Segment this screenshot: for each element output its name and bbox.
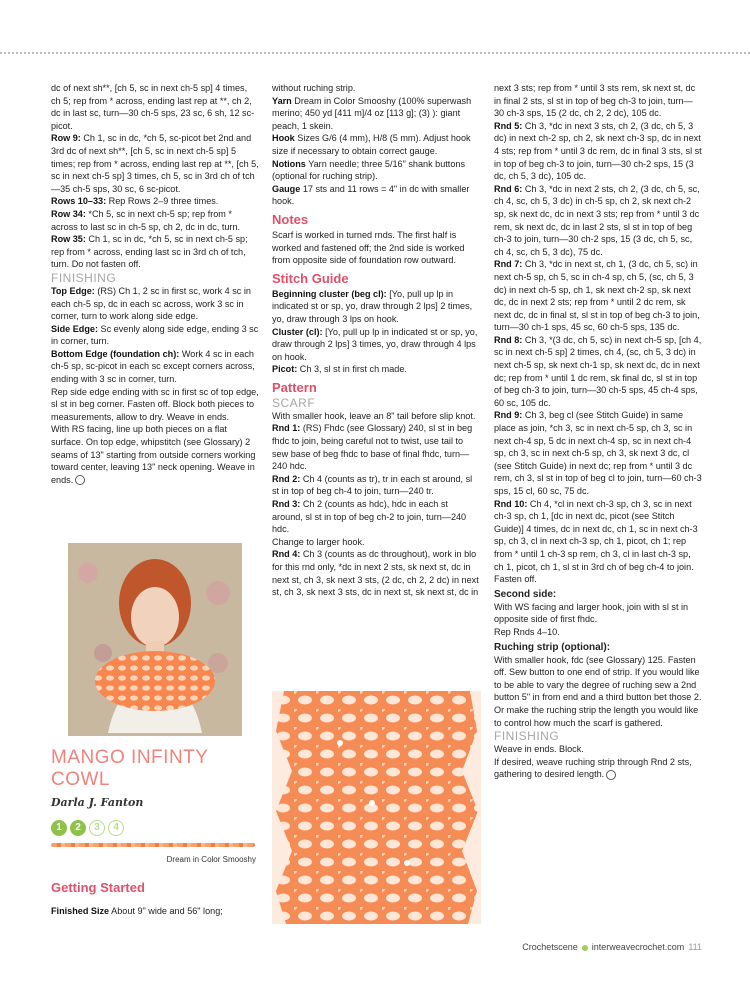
rnd-3: Rnd 3: Ch 2 (counts as hdc), hdc in each st around, sl st in top of beg ch-2 to join, turn—240 hdc. — [272, 499, 467, 535]
notes-text: Scarf is worked in turned rnds. The first half is worked and fastened off; the 2nd side is worked from opposite side of foundation row outward. — [272, 229, 465, 266]
rnd-1: Rnd 1: (RS) Fhdc (see Glossary) 240, sl st in beg fhdc to join, being careful not to twist, use tail to sew base of beg fhdc to base of final fhdc, turn—240 hdc. — [272, 423, 473, 472]
gauge-spec: Gauge 17 sts and 11 rows = 4" in dc with smaller hook. — [272, 183, 470, 207]
end-mark-icon — [75, 475, 85, 485]
publication-name: Crochetscene — [522, 942, 578, 952]
page-number: 111 — [688, 942, 702, 952]
model-illustration — [68, 543, 242, 736]
lace-scarf-illustration — [272, 691, 481, 924]
rnd-2: Rnd 2: Ch 4 (counts as tr), tr in each st around, sl st in top of beg ch-4 to join, turn—240 tr. — [272, 473, 473, 497]
rnd-5: Rnd 5: Ch 3, *dc in next 3 sts, ch 2, (3 dc, ch 5, 3 dc) in next ch-2 sp, ch 2, sk next ch-3 sp, dc in next 4 sts; rep from * until 3 dc rem, dc in final 3 sts, sl st in top of beg ch-3 to join, turn—30 ch-2 sps, 15 (3 dc, ch 5, 3 dc), 105 dc. — [494, 120, 702, 182]
rnd-9: Rnd 9: Ch 3, beg cl (see Stitch Guide) in same place as join, *ch 3, sc in next ch-5 sp, ch 3, sc in next ch-4 sp, 5 dc in next ch-4 sp, sc in next ch-4 sp, ch 3, sc in next ch-5 sp, ch 3, sk next 3 dc, cl (see Stitch Guide) in next dc; rep from * until 3 dc rem, ch 3, sl st in top of beg cl to join, turn—60 ch-3 sps, 15 cl, 60 sc, 75 dc. — [494, 410, 702, 496]
pattern-title: MANGO INFINTY COWL — [51, 747, 209, 790]
yarn-spec: Yarn Dream in Color Smooshy (100% superwash merino; 450 yd [411 m]/4 oz [113 g]; (3) ): giant peach, 1 skein. — [272, 95, 472, 131]
rnd-8: Rnd 8: Ch 3, *(3 dc, ch 5, sc) in next ch-5 sp, [ch 4, sc in next ch-5 sp] 2 times, ch 4, (sc, ch 5, 3 dc) in next ch-5 sp, sk next ch-1 sp, sk next dc, dc in next dc; rep from * until 1 dc rem, sk final dc, sl st in top of beg ch-3 to join, turn—30 ch-5 sps, 45 ch-4 sps, 60 sc, 105 dc. — [494, 334, 702, 408]
rows-10-33: Rows 10–33: Rep Rows 2–9 three times. — [51, 196, 219, 207]
scarf-subheading: SCARF — [272, 395, 316, 410]
rnd-7: Rnd 7: Ch 3, *dc in next st, ch 1, (3 dc, ch 5, sc) in next ch-5 sp, ch 5, sc in ch-4 sp, ch 5, (sc, ch 5, 3 dc) in next ch-5 sp, ch 1, sk next ch-2 sp, sk next dc, dc in next 2 sts; rep from * until 2 dc rem, sk next dc, dc in final st, sl st in top of beg ch-3 to join, turn—30 ch-1 sps, 45 sc, 60 ch-5 sps, 135 dc. — [494, 259, 700, 333]
finishing-subheading-2: FINISHING — [494, 729, 560, 744]
finish-weave: Weave in ends. Block. — [494, 744, 584, 755]
seam-instructions: With RS facing, line up both pieces on a flat surface. On top edge, whipstitch (see Glossary) 2 seams of 13" starting from outside corners working toward center, leaving 13" neck opening. Weave in ends. — [51, 424, 256, 485]
bottom-edge: Bottom Edge (foundation ch): Work 4 sc in each ch-5 sp, sc-picot in each sc except corners across, ending with 3 sc in corner, turn. — [51, 348, 255, 385]
stitch-guide-heading: Stitch Guide — [272, 270, 349, 286]
finished-size: Finished Size About 9" wide and 56" long; — [51, 906, 223, 917]
model-photo — [68, 543, 242, 736]
page-footer — [0, 942, 702, 952]
getting-started — [51, 880, 261, 927]
scarf-closeup-photo — [272, 691, 481, 924]
column-2 — [272, 82, 480, 599]
skill-level-3-icon: 3 — [89, 820, 105, 836]
skill-level-1-icon: 1 — [51, 820, 67, 836]
row-9: Row 9: Ch 1, sc in dc, *ch 5, sc-picot bet 2nd and 3rd dc of next sh**, [ch 5, sc in next ch-5 sp] 5 times; rep from * across, ending last rep at **, [ch 5, sc in next ch-5 sp] 3 times, ch 5, sc in 3rd ch of tch—35 ch-5 sps, 30 sc, 6 sc-picot. — [51, 133, 259, 194]
row-34: Row 34: *Ch 5, sc in next ch-5 sp; rep from * across to last sc in ch-5 sp, ch 2, dc in dc, turn. — [51, 208, 241, 232]
skill-level-indicator — [51, 817, 127, 836]
finishing-subheading: FINISHING — [51, 270, 117, 285]
side-edge: Side Edge: Sc evenly along side edge, ending 3 sc in corner, turn. — [51, 323, 259, 347]
second-side-text: With WS facing and larger hook, join with sl st in opposite side of first fhdc. — [494, 601, 689, 625]
getting-started-heading: Getting Started — [51, 880, 145, 895]
skill-level-4-icon: 4 — [108, 820, 124, 836]
website-link[interactable]: interweavecrochet.com — [591, 942, 685, 952]
skill-level-2-icon: 2 — [70, 820, 86, 836]
picot-def: Picot: Ch 3, sl st in first ch made. — [272, 364, 407, 375]
yarn-swatch-label: Dream in Color Smooshy — [166, 855, 256, 864]
rep-side-edge: Rep side edge ending with sc in first sc of top edge, sl st in beg corner. Fasten off. Block both pieces to measurements, allow to dry. Weave in ends. — [51, 386, 259, 422]
scarf-intro: With smaller hook, leave an 8" tail before slip knot. — [272, 410, 476, 421]
ruching-strip-text: With smaller hook, fdc (see Glossary) 125. Fasten off. Sew button to one end of strip. If you would like to be able to vary the degree of ruching sew a 2nd button 5" in from end and a third button bet those 2. Or make the ruching strip the length you would like to control how much the scarf is gathered. — [494, 654, 702, 728]
yarn-strand-swatch — [51, 843, 255, 847]
top-edge: Top Edge: (RS) Ch 1, 2 sc in first sc, work 4 sc in each ch-5 sp, dc in each sc across, work 3 sc in corner, turn to work along side edge. — [51, 285, 251, 322]
pattern-heading: Pattern — [272, 379, 317, 395]
column-1 — [51, 82, 259, 486]
rnd-6: Rnd 6: Ch 3, *dc in next 2 sts, ch 2, (3 dc, ch 5, sc, ch 4, sc, ch 5, 3 dc) in ch-5 sp, ch 2, sk next ch-2 sp, sk next dc, dc in next 3 sts; rep from * until 3 dc rem, sk next dc, dc in last 2 sts, sl st in top of beg ch-3 to join, turn—30 ch-2 sps, 15 (3 dc, ch 5, sc, ch 4, sc, ch 5, 3 dc), 75 dc. — [494, 183, 700, 257]
rnd-4: Rnd 4: Ch 3 (counts as dc throughout), work in blo for this rnd only, *dc in next 2 sts, sk next st, dc in next st, ch 3, sk next 3 sts, (2 dc, ch 2, 2 dc) in next st, ch 3, sk next 3 sts, dc in next st, sk next st, dc in — [272, 549, 479, 598]
rep-rnds: Rep Rnds 4–10. — [494, 626, 560, 637]
ruching-strip-heading: Ruching strip (optional): — [494, 641, 611, 653]
author-signature: Darla J. Fanton — [51, 796, 144, 809]
end-mark-icon — [606, 770, 616, 780]
notes-heading: Notes — [272, 211, 309, 227]
hook-spec: Hook Sizes G/6 (4 mm), H/8 (5 mm). Adjust hook size if necessary to obtain correct gauge. — [272, 133, 471, 156]
notions-spec: Notions Yarn needle; three 5/16" shank buttons (optional for ruching strip). — [272, 158, 465, 182]
rnd-10: Rnd 10: Ch 4, *cl in next ch-3 sp, ch 3, sc in next ch-3 sp, ch 1, [dc in next dc, picot (see Stitch Guide)] 4 times, dc in next dc, ch 1, sc in next ch-3 sp, ch 3, cl in next ch-3 sp, ch 1, picot, ch 1; rep from * until 1 ch-3 sp rem, ch 3, cl in last ch-3 sp, ch 1, picot, ch 1, sl st in 3rd ch of beg ch-4 to join. Fasten off. — [494, 498, 698, 585]
row-35: Row 35: Ch 1, sc in dc, *ch 5, sc in next ch-5 sp; rep from * across, ending last sc in 3rd ch of tch, turn. Do not fasten off. — [51, 234, 248, 270]
change-hook: Change to larger hook. — [272, 536, 365, 547]
bullet-dot-icon — [582, 945, 588, 951]
second-side-heading: Second side: — [494, 588, 557, 600]
finish-ruching: If desired, weave ruching strip through Rnd 2 sts, gathering to desired length. — [494, 756, 692, 780]
col1-intro: dc of next sh**, [ch 5, sc in next ch-5 sp] 4 times, ch 5; rep from * across, ending last rep at **, ch 2, dc in last sc, turn—30 ch-5 sps, 23 sc, 6 sh, 12 sc-picot. — [51, 83, 255, 131]
column-3 — [494, 82, 702, 781]
cluster-def: Cluster (cl): [Yo, pull up lp in indicated st or sp, yo, draw through 2 lps] 3 times, yo, draw through 4 lps on hook. — [272, 326, 478, 362]
top-dotted-rule — [0, 52, 750, 54]
beg-cluster-def: Beginning cluster (beg cl): [Yo, pull up lp in indicated st or sp, yo, draw through 2 lps] 2 times, yo, draw through 3 lps on hook. — [272, 288, 473, 324]
col3-continuation: next 3 sts; rep from * until 3 sts rem, sk next st, dc in final 2 sts, sl st in top of beg ch-3 to join, turn—30 ch-3 sps, 15 (2 dc, ch 2, 2 dc), 105 dc. — [494, 83, 696, 119]
col2-continuation: without ruching strip. — [272, 83, 356, 93]
